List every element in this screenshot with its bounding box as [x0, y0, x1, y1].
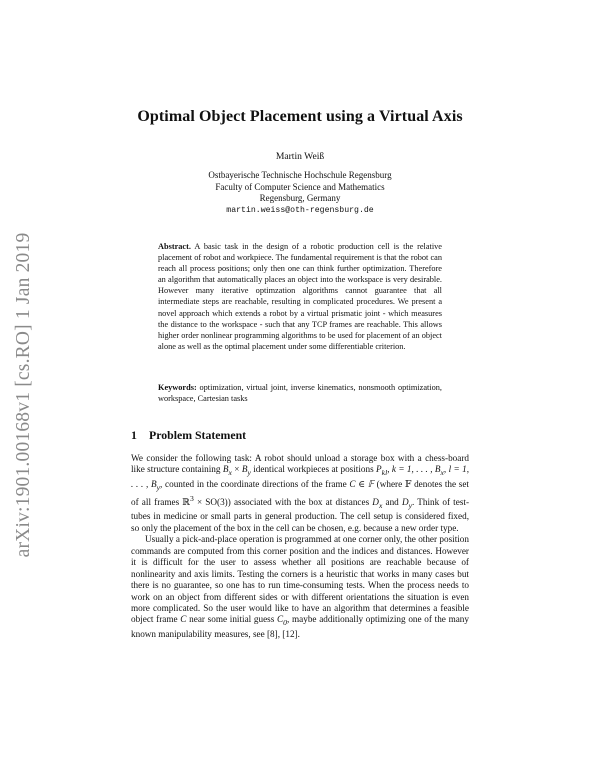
affiliation-line-2: Faculty of Computer Science and Mathematics [215, 181, 385, 192]
author-name: Martin Weiß [275, 151, 325, 162]
abstract-text: A basic task in the design of a robotic production cell is the relative placement of robot and workpiece. The fundamental requirement is that the robot can reach all process positions; only then one can think further optimization. Therefore an algorithm that automatically places an object into the workspace is very desirable. However many iterative optimzation algorithms cannot guarantee that all intermediate steps are reachable, resulting in complicated procedures. We present a novel approach which extends a robot by a virtual prismatic joint - which measures the distance to the workspace - such that any TCP frames are reachable. This allows higher order nonlinear programming algorithms to be used for placement of an object alone as well as the optimal placement under some differentiable criterion. [158, 242, 442, 351]
affiliation-line-3: Regensburg, Germany [259, 193, 341, 203]
section-heading [131, 428, 246, 443]
section-title: Problem Statement [149, 428, 247, 442]
abstract-label: Abstract. [158, 242, 191, 251]
arxiv-identifier-text: arXiv:1901.00168v1 [cs.RO] 1 Jan 2019 [13, 232, 34, 558]
section-body [131, 453, 469, 640]
arxiv-identifier-stamp [4, 195, 44, 595]
keywords-block [158, 382, 442, 404]
paragraph-1: We consider the following task: A robot should unload a storage box with a chess-board like structure containing $B_x \times B_y$ identical workpieces at positions $P_{kl}$, k = 1, . . . , $B_x$, l = 1, . . . , $B_y$, counted in the coordinate directions of the frame C ∈ 𝔽 (where 𝔽 denotes the set of all frames ℝ$^3$ × SO(3)) associated with the box at distances $D_x$ and $D_y$. Think of test-tubes in medicine or small parts in general production. The cell setup is considered fixed, so only the placement of the box in the cell can be chosen, e.g. because a new order type. [131, 453, 470, 533]
section-number: 1 [131, 428, 137, 442]
keywords-label: Keywords: [158, 383, 197, 392]
keywords-text: optimization, virtual joint, inverse kinematics, nonsmooth optimization, workspace, Cartesian tasks [158, 383, 442, 404]
author-email: martin.weiss@oth-regensburg.de [226, 205, 374, 215]
affiliation-block [131, 170, 469, 216]
abstract-block [158, 241, 442, 352]
affiliation-line-1: Ostbayerische Technische Hochschule Regensburg [208, 170, 392, 180]
paragraph-2: Usually a pick-and-place operation is programmed at one corner only, the other position commands are computed from this corner position and the indices and distances. However it is difficult for the user to assess whether all positions are reachable because of nonlinearity and axis limits. Testing the corners is a heuristic that works in many cases but there is no guarantee, so one has to run time-consuming tests. When the process needs to work on an object from different sides or with different orientations the situation is even more complicated. So the user would like to have an algorithm that determines a feasible object frame C near some initial guess $C_0$, maybe additionally optimizing one of the many known manipulability measures, see [8], [12]. [131, 534, 469, 639]
paper-title: Optimal Object Placement using a Virtual Axis [137, 108, 463, 125]
